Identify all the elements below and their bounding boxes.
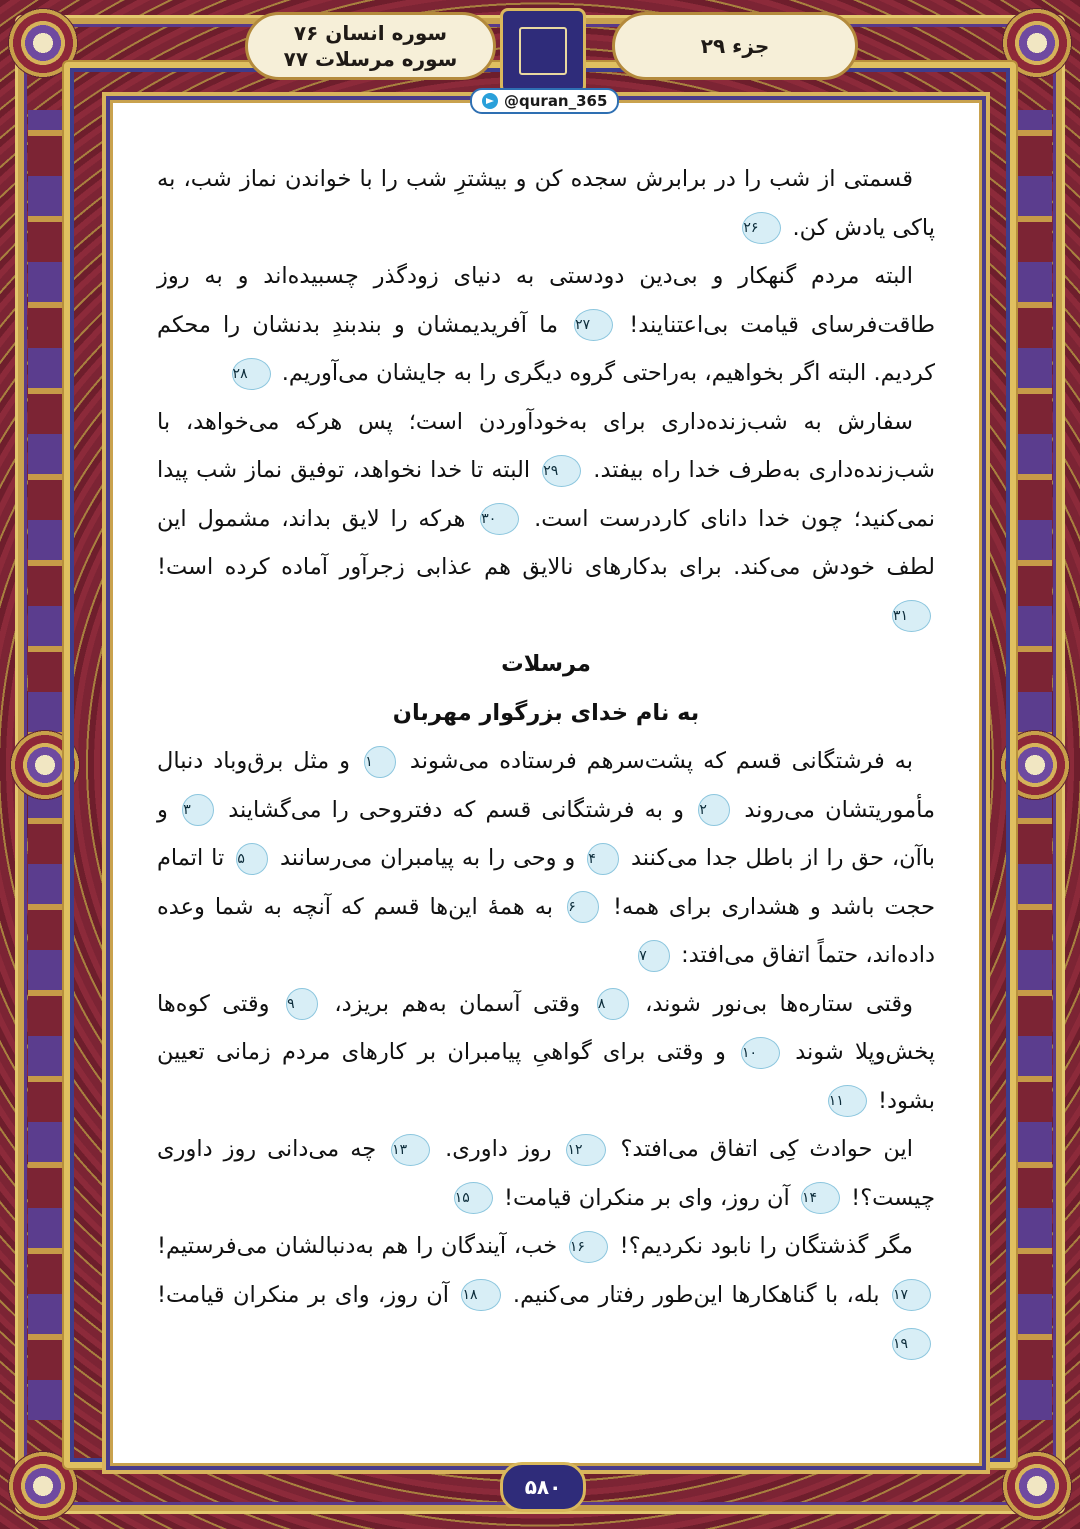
verse-text-segment: روز داوری. (445, 1136, 552, 1162)
verse-text-segment: هرکه را لایق بداند، مشمول این لطف خودش می‌کند. برای بدکارهای نالایق هم عذابی زجرآور آماده کرده است! (157, 505, 935, 580)
verse-number: ۳ (182, 794, 214, 826)
verse-text-segment: به فرشتگانی قسم که پشت‌سرهم فرستاده می‌شوند (409, 748, 913, 774)
verse-number: ۱۹ (892, 1328, 931, 1360)
juz-label-box (612, 12, 858, 80)
verse-number: ۱۴ (801, 1182, 840, 1214)
channel-handle[interactable] (470, 88, 619, 114)
verse-paragraph (157, 155, 935, 252)
verse-text-segment: و وقتی برای گواهیِ پیامبران بر کارهای مردم زمانی تعیین بشود! (157, 1039, 935, 1114)
verse-text-segment: تا اتمام حجت باشد و هشداری برای همه! (157, 845, 936, 920)
verse-text-segment: وقتی کوه‌ها پخش‌وپلا شوند (157, 990, 935, 1065)
verse-paragraph (157, 737, 935, 980)
verse-number: ۱۸ (461, 1279, 500, 1311)
verse-paragraph (157, 1222, 935, 1368)
verse-text-segment: به همهٔ این‌ها قسم که آنچه به شما وعده داده‌اند، حتماً اتفاق می‌افتد: (157, 893, 935, 968)
verse-number: ۸ (597, 988, 629, 1020)
surah-label-1: سوره انسان ۷۶ (293, 21, 448, 45)
channel-name: @quran_365 (504, 92, 608, 110)
verse-text-segment: ما آفریدیمشان و بندبندِ بدنشان را محکم کردیم. البته اگر بخواهیم، به‌راحتی گروه دیگری را به جایشان می‌آوریم. (157, 311, 935, 386)
verse-number: ۳۱ (892, 600, 931, 632)
verse-paragraph (157, 398, 935, 641)
verse-text-segment: آن روز، وای بر منکران قیامت! (157, 1281, 450, 1308)
verse-number: ۴ (587, 843, 619, 875)
verse-number: ۲۸ (232, 358, 271, 390)
logo (500, 8, 586, 94)
verse-text-segment: سفارش به شب‌زنده‌داری برای به‌خودآوردن است؛ پس هرکه می‌خواهد، با شب‌زنده‌داری به‌طرف خدا راه بیفتد. (157, 408, 935, 483)
verse-number: ۷ (638, 940, 670, 972)
verse-number: ۳۰ (480, 503, 519, 535)
page-content (110, 100, 982, 1466)
verse-text-segment: چه می‌دانی روز داوری چیست؟! (157, 1136, 935, 1211)
verse-number: ۹ (286, 988, 318, 1020)
surah-label-box (245, 12, 496, 80)
page-number: ۵۸۰ (500, 1462, 586, 1512)
verse-text-segment: و وحی را به پیامبران می‌رسانند (280, 845, 576, 871)
verse-paragraph (157, 1125, 935, 1222)
verse-number: ۱۵ (454, 1182, 493, 1214)
verse-number: ۲۹ (542, 455, 581, 487)
surah-label-2: سوره مرسلات ۷۷ (283, 47, 458, 71)
verse-text-segment: خب، آیندگان را هم به‌دنبالشان می‌فرستیم! (157, 1233, 558, 1259)
verse-text-segment: وقتی ستاره‌ها بی‌نور شوند، (645, 990, 914, 1017)
verse-text-segment: البته مردم گنهکار و بی‌دین دودستی به دنیای زودگذر چسبیده‌اند و به روز طاقت‌فرسای قیامت بی‌اعتنایند! (157, 263, 935, 338)
verse-text-segment: و مثل برق‌وباد دنبال مأموریتشان می‌روند (157, 748, 936, 823)
verse-text-segment: البته تا خدا نخواهد، توفیق نماز شب پیدا نمی‌کنید؛ چون خدا دانای کاردرست است. (157, 457, 936, 532)
verse-text-segment: و به فرشتگانی قسم که دفتروحی را می‌گشایند (228, 796, 685, 823)
verse-number: ۱۷ (892, 1279, 931, 1311)
verse-text-segment: آن روز، وای بر منکران قیامت! (503, 1184, 790, 1211)
verse-text-segment: و باآن، حق را از باطل جدا می‌کنند (157, 796, 936, 871)
verse-number: ۱۱ (828, 1085, 867, 1117)
juz-label: جزء ۲۹ (700, 34, 770, 58)
logo-mark (519, 27, 567, 75)
verse-number: ۱۶ (569, 1231, 608, 1263)
verse-number: ۲۶ (742, 212, 781, 244)
verse-number: ۵ (236, 843, 268, 875)
verse-text-segment: مگر گذشتگان را نابود نکردیم؟! (619, 1233, 913, 1259)
verse-text-segment: وقتی آسمان به‌هم بریزد، (334, 990, 581, 1017)
verse-text-segment: این حوادث کِی اتفاق می‌افتد؟ (620, 1136, 913, 1162)
verse-text-segment: بله، با گناهکارها این‌طور رفتار می‌کنیم. (512, 1281, 880, 1308)
verse-text-segment: قسمتی از شب را در برابرش سجده کن و بیشترِ شب را با خواندن نماز شب، به پاکی یادش کن. (157, 166, 935, 241)
verse-number: ۱۳ (391, 1134, 430, 1166)
verse-number: ۲ (698, 794, 730, 826)
verse-number: ۲۷ (574, 309, 613, 341)
basmala: به نام خدای بزرگوار مهربان (392, 699, 700, 726)
verse-paragraph (157, 252, 935, 398)
surah-title: مرسلات (501, 651, 591, 677)
verse-number: ۱ (364, 746, 396, 778)
verse-number: ۱۲ (566, 1134, 605, 1166)
verse-paragraph (157, 980, 935, 1126)
verse-text (157, 155, 935, 1368)
verse-number: ۱۰ (741, 1037, 780, 1069)
verse-number: ۶ (567, 891, 599, 923)
telegram-icon (482, 93, 498, 109)
